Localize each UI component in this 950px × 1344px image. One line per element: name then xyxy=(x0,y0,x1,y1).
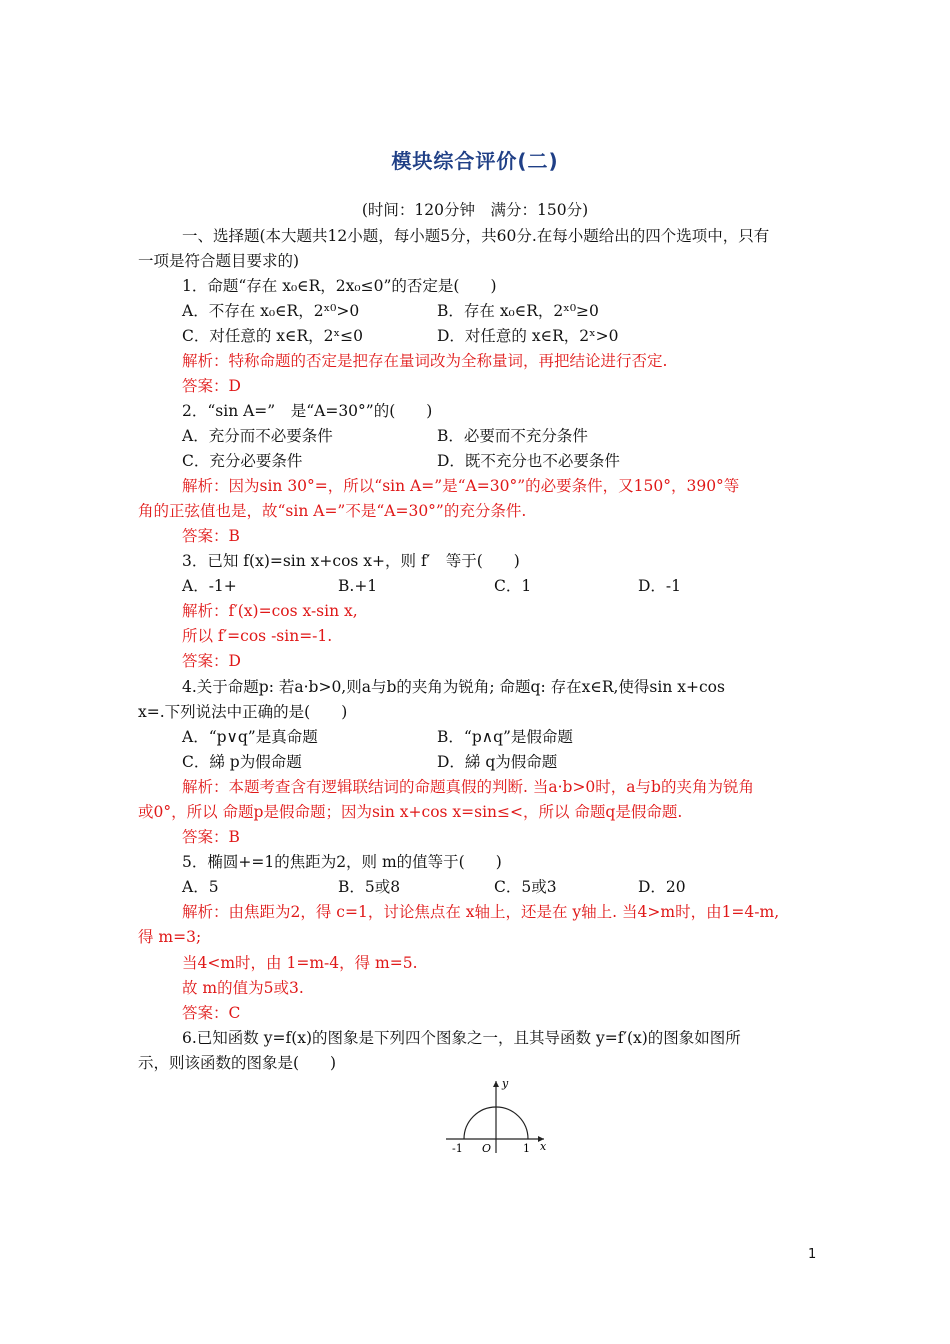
q4-option-c: C．綈 p为假命题 xyxy=(182,753,302,771)
q2-option-c: C．充分必要条件 xyxy=(182,452,303,470)
q1-option-b: B．存在 x₀∈R，2ˣ⁰≥0 xyxy=(437,302,599,320)
q1-stem: 1．命题“存在 x₀∈R，2x₀≤0”的否定是( ) xyxy=(182,277,497,295)
section-heading: 一、选择题(本大题共12小题，每小题5分，共60分.在每小题给出的四个选项中，只有 xyxy=(182,227,770,245)
q4-analysis-cont: 或0°，所以 命题p是假命题；因为sin x+cos x=sin≤<，所以 命题q是假命题. xyxy=(138,803,683,821)
derivative-graph-figure xyxy=(440,1075,550,1155)
q1-option-d: D．对任意的 x∈R，2ˣ>0 xyxy=(437,327,619,345)
origin-label: O xyxy=(482,1142,492,1155)
x-axis-label: x xyxy=(540,1140,547,1153)
q5-answer: 答案：C xyxy=(182,1004,241,1022)
q4-option-d: D．綈 q为假命题 xyxy=(437,753,558,771)
q5-option-a: A．5 xyxy=(182,878,219,896)
q4-answer: 答案：B xyxy=(182,828,240,846)
q1-analysis: 解析：特称命题的否定是把存在量词改为全称量词，再把结论进行否定. xyxy=(182,352,668,370)
q3-option-c: C．1 xyxy=(494,577,532,595)
one-label: 1 xyxy=(523,1142,530,1155)
q5-analysis-conclusion: 故 m的值为5或3. xyxy=(182,979,304,997)
q2-stem: 2．“sin A=” 是“A=30°”的( ) xyxy=(182,402,433,420)
q5-option-c: C．5或3 xyxy=(494,878,557,896)
q5-option-b: B．5或8 xyxy=(338,878,401,896)
q4-option-a: A．“p∨q”是真命题 xyxy=(182,728,318,746)
q5-analysis-cont: 得 m=3; xyxy=(138,928,202,946)
q3-stem: 3．已知 f(x)=sin x+cos x+，则 f′ 等于( ) xyxy=(182,552,520,570)
y-axis-label: y xyxy=(502,1077,509,1090)
q2-option-b: B．必要而不充分条件 xyxy=(437,427,588,445)
q2-analysis-cont: 角的正弦值也是，故“sin A=”不是“A=30°”的充分条件. xyxy=(138,502,527,520)
q1-answer: 答案：D xyxy=(182,377,241,395)
q3-option-a: A．-1+ xyxy=(182,577,237,595)
y-axis-arrow xyxy=(493,1081,499,1087)
q4-stem: 4.关于命题p: 若a·b>0,则a与b的夹角为锐角; 命题q: 存在x∈R,使得sin x+cos xyxy=(182,678,725,696)
q3-analysis-cont: 所以 f′=cos -sin=-1. xyxy=(182,627,333,645)
q3-option-d: D．-1 xyxy=(638,577,682,595)
page-number: 1 xyxy=(808,1247,817,1262)
q5-stem: 5．椭圆+=1的焦距为2，则 m的值等于( ) xyxy=(182,853,502,871)
q5-analysis-case: 当4<m时，由 1=m-4，得 m=5. xyxy=(182,954,418,972)
q2-answer: 答案：B xyxy=(182,527,240,545)
q4-stem-cont: x=.下列说法中正确的是( ) xyxy=(138,703,348,721)
section-heading-cont: 一项是符合题目要求的) xyxy=(138,252,300,270)
q3-option-b: B.+1 xyxy=(338,577,378,595)
q3-answer: 答案：D xyxy=(182,652,241,670)
q1-option-c: C．对任意的 x∈R，2ˣ≤0 xyxy=(182,327,363,345)
q4-analysis: 解析：本题考查含有逻辑联结词的命题真假的判断. 当a·b>0时，a与b的夹角为锐角 xyxy=(182,778,754,796)
q1-option-a: A．不存在 x₀∈R，2ˣ⁰>0 xyxy=(182,302,360,320)
q2-analysis: 解析：因为sin 30°=，所以“sin A=”是“A=30°”的必要条件，又150°，390°等 xyxy=(182,477,740,495)
q2-option-a: A．充分而不必要条件 xyxy=(182,427,333,445)
q6-stem-cont: 示，则该函数的图象是( ) xyxy=(138,1054,337,1072)
neg-one-label: -1 xyxy=(452,1142,463,1155)
q3-analysis: 解析：f′(x)=cos x-sin x, xyxy=(182,602,358,620)
subtitle: (时间：120分钟 满分：150分) xyxy=(361,201,589,219)
q6-stem: 6.已知函数 y=f(x)的图象是下列四个图象之一，且其导函数 y=f′(x)的图象如图所 xyxy=(182,1029,741,1047)
q2-option-d: D．既不充分也不必要条件 xyxy=(437,452,620,470)
q4-option-b: B．“p∧q”是假命题 xyxy=(437,728,573,746)
page-title: 模块综合评价(二) xyxy=(391,149,559,173)
q5-analysis: 解析：由焦距为2，得 c=1，讨论焦点在 x轴上，还是在 y轴上. 当4>m时，由1=4-m, xyxy=(182,903,780,921)
q5-option-d: D．20 xyxy=(638,878,686,896)
